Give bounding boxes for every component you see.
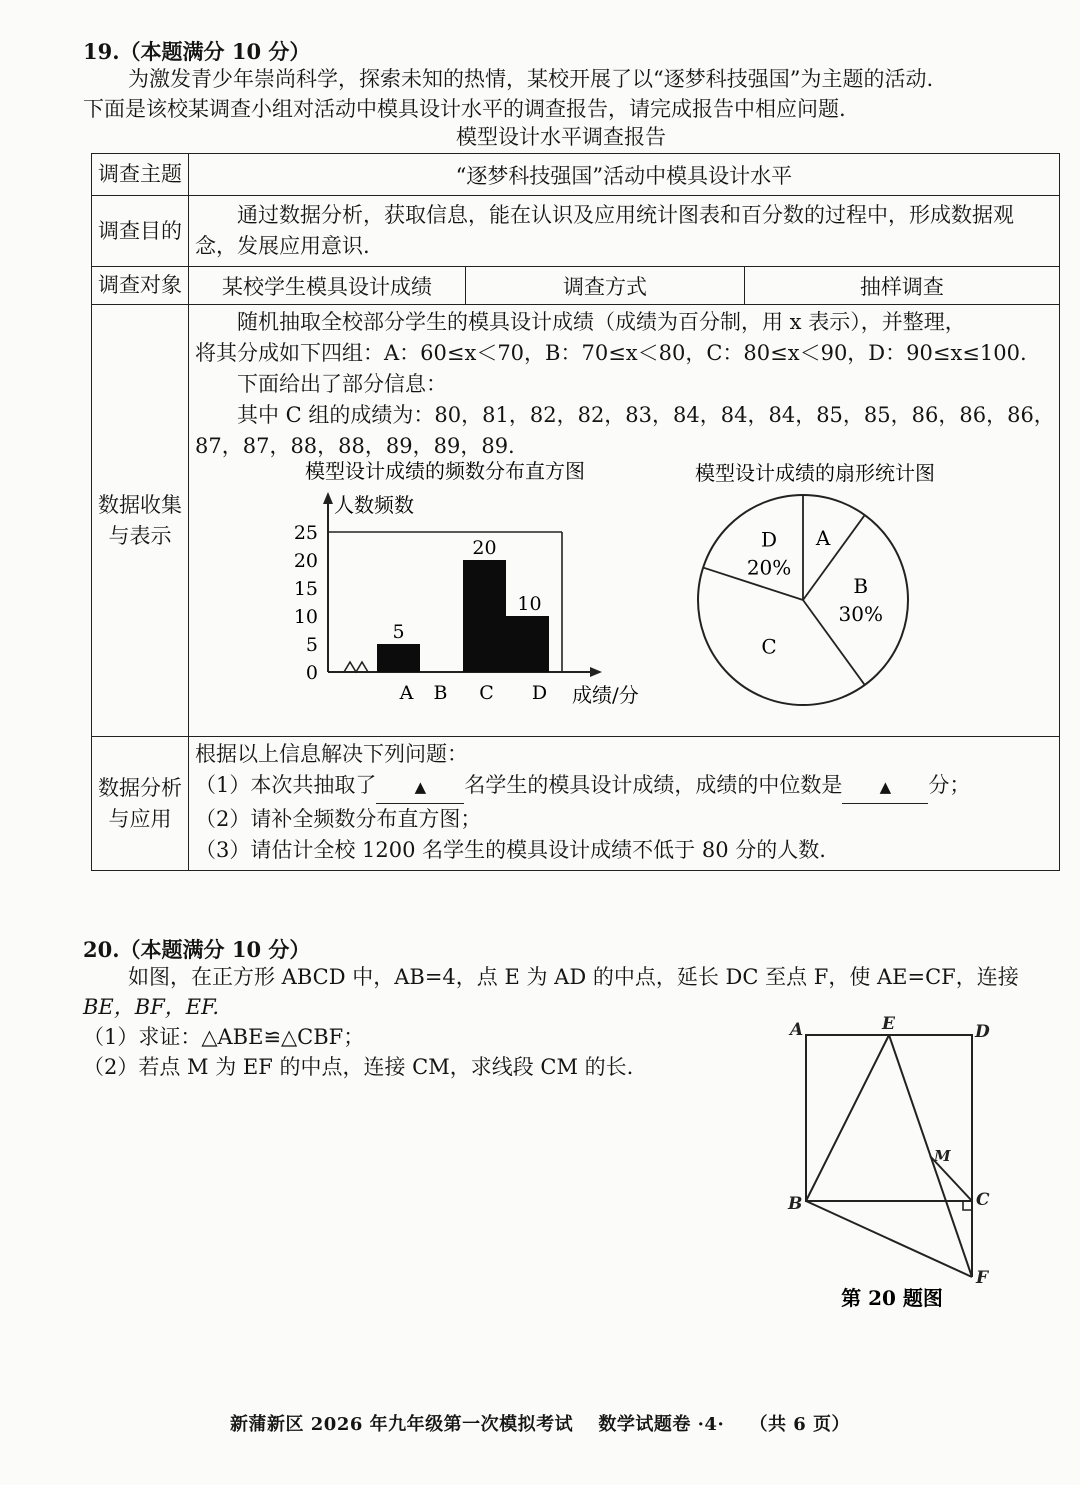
histogram-bar-A [377, 644, 420, 672]
figure-caption: 第 20 题图 [841, 1286, 943, 1310]
histogram-x-label: 成绩/分 [572, 683, 639, 707]
square-abcd [806, 1035, 972, 1201]
object-label: 调查对象 [92, 267, 189, 305]
histogram-y-arrow [323, 492, 333, 504]
q20-part1: （1）求证：△ABE≌△CBF； [83, 1025, 365, 1049]
histogram-data-label: 20 [472, 537, 497, 559]
pie-label-C: C [761, 634, 777, 659]
q20-heading: 20.（本题满分 10 分） [83, 937, 311, 962]
point-a-label: A [790, 1020, 804, 1040]
histogram-category-label: C [479, 682, 494, 704]
data-p5: 87，87，88，88，89，89，89. [195, 434, 515, 458]
point-d-label: D [975, 1022, 990, 1042]
histogram-y-tick: 10 [293, 606, 318, 628]
analysis-label-text: 数据分析与应用 [98, 775, 182, 831]
q19-intro2: 下面是该校某调查小组对活动中模具设计水平的调查报告，请完成报告中相应问题. [83, 97, 846, 121]
histogram-y-tick: 0 [305, 662, 318, 684]
data-p3: 下面给出了部分信息： [237, 372, 447, 396]
right-angle-mark [963, 1201, 972, 1210]
point-f-label: F [976, 1268, 989, 1288]
histogram-category-label: D [531, 682, 548, 704]
blank-mark: ▲ [414, 778, 427, 796]
point-e-label: E [882, 1014, 895, 1034]
histogram-chart [270, 452, 670, 722]
q1-text-a: （1）本次共抽取了 [195, 773, 377, 797]
topic-value: “逐梦科技强国”活动中模具设计水平 [189, 154, 1060, 196]
segment-bf [806, 1201, 972, 1277]
q19-intro: 为激发青少年崇尚科学，探索未知的热情，某校开展了以“逐梦科技强国”为主题的活动. [128, 67, 934, 91]
segment-be [806, 1035, 889, 1201]
histogram-y-tick: 20 [293, 550, 318, 572]
histogram-category-label: A [399, 682, 414, 704]
histogram-x-arrow [590, 667, 602, 677]
analysis-q2: （2）请补全频数分布直方图； [195, 807, 482, 831]
point-m-label: M [934, 1147, 951, 1165]
blank-mark: ▲ [879, 778, 892, 796]
pie-chart [660, 452, 1000, 722]
histogram-y-tick: 5 [305, 634, 318, 656]
analysis-q1 [195, 770, 1055, 804]
histogram-category-label: B [433, 682, 448, 704]
purpose-label: 调查目的 [92, 196, 189, 267]
page-footer: 新蒲新区 2026 年九年级第一次模拟考试 数学试题卷 ·4· （共 6 页） [230, 1414, 851, 1435]
histogram-bar-C [463, 560, 506, 672]
method-label: 调查方式 [466, 267, 745, 305]
histogram-y-tick: 25 [293, 522, 318, 544]
data-label-text: 数据收集与表示 [98, 492, 182, 548]
method-value: 抽样调查 [745, 267, 1060, 305]
histogram-data-label: 5 [392, 621, 405, 643]
report-title: 模型设计水平调查报告 [456, 125, 666, 149]
q20-figure [770, 1005, 1010, 1320]
point-c-label: C [976, 1190, 990, 1210]
q1-blank-median[interactable] [842, 770, 928, 804]
histogram-bar-D [506, 616, 549, 672]
pie-label-A: A [815, 526, 831, 551]
q20-line2: BE，BF，EF. [83, 995, 220, 1019]
data-p2: 将其分成如下四组：A：60≤x＜70，B：70≤x＜80，C：80≤x＜90，D：90≤x≤100. [195, 341, 1027, 365]
analysis-q3: （3）请估计全校 1200 名学生的模具设计成绩不低于 80 分的人数. [195, 838, 826, 862]
q20-part2: （2）若点 M 为 EF 的中点，连接 CM，求线段 CM 的长. [83, 1055, 634, 1079]
object-value: 某校学生模具设计成绩 [189, 267, 466, 305]
analysis-label [92, 737, 189, 871]
q19-heading: 19.（本题满分 10 分） [83, 39, 311, 64]
pie-title: 模型设计成绩的扇形统计图 [695, 461, 935, 485]
q1-text-c: 分； [928, 773, 971, 797]
pie-label-D: 20% [746, 555, 792, 580]
data-label [92, 305, 189, 737]
q20-line1: 如图，在正方形 ABCD 中，AB=4，点 E 为 AD 的中点，延长 DC 至点 F，使 AE=CF，连接 [128, 965, 1019, 989]
purpose-value: 通过数据分析，获取信息，能在认识及应用统计图表和百分数的过程中，形成数据观念，发展应用意识. [195, 203, 1014, 258]
histogram-title: 模型设计成绩的频数分布直方图 [305, 459, 585, 483]
q1-blank-count[interactable] [376, 770, 464, 804]
pie-label-B: B [853, 574, 869, 598]
histogram-axis-break [344, 662, 368, 672]
data-p1: 随机抽取全校部分学生的模具设计成绩（成绩为百分制，用 x 表示），并整理， [237, 310, 966, 334]
histogram-data-label: 10 [517, 593, 542, 615]
analysis-intro: 根据以上信息解决下列问题： [195, 742, 468, 766]
histogram-plot [294, 492, 639, 707]
histogram-y-label: 人数频数 [334, 493, 414, 517]
data-p4: 其中 C 组的成绩为：80，81，82，82，83，84，84，84，85，85，86，86，86， [237, 403, 1055, 427]
topic-label: 调查主题 [92, 154, 189, 196]
pie-label-D: D [761, 527, 778, 552]
point-b-label: B [788, 1194, 803, 1214]
pie-plot [698, 495, 908, 705]
q1-text-b: 名学生的模具设计成绩，成绩的中位数是 [464, 773, 843, 797]
histogram-y-tick: 15 [293, 578, 318, 600]
pie-label-B: 30% [838, 602, 883, 626]
